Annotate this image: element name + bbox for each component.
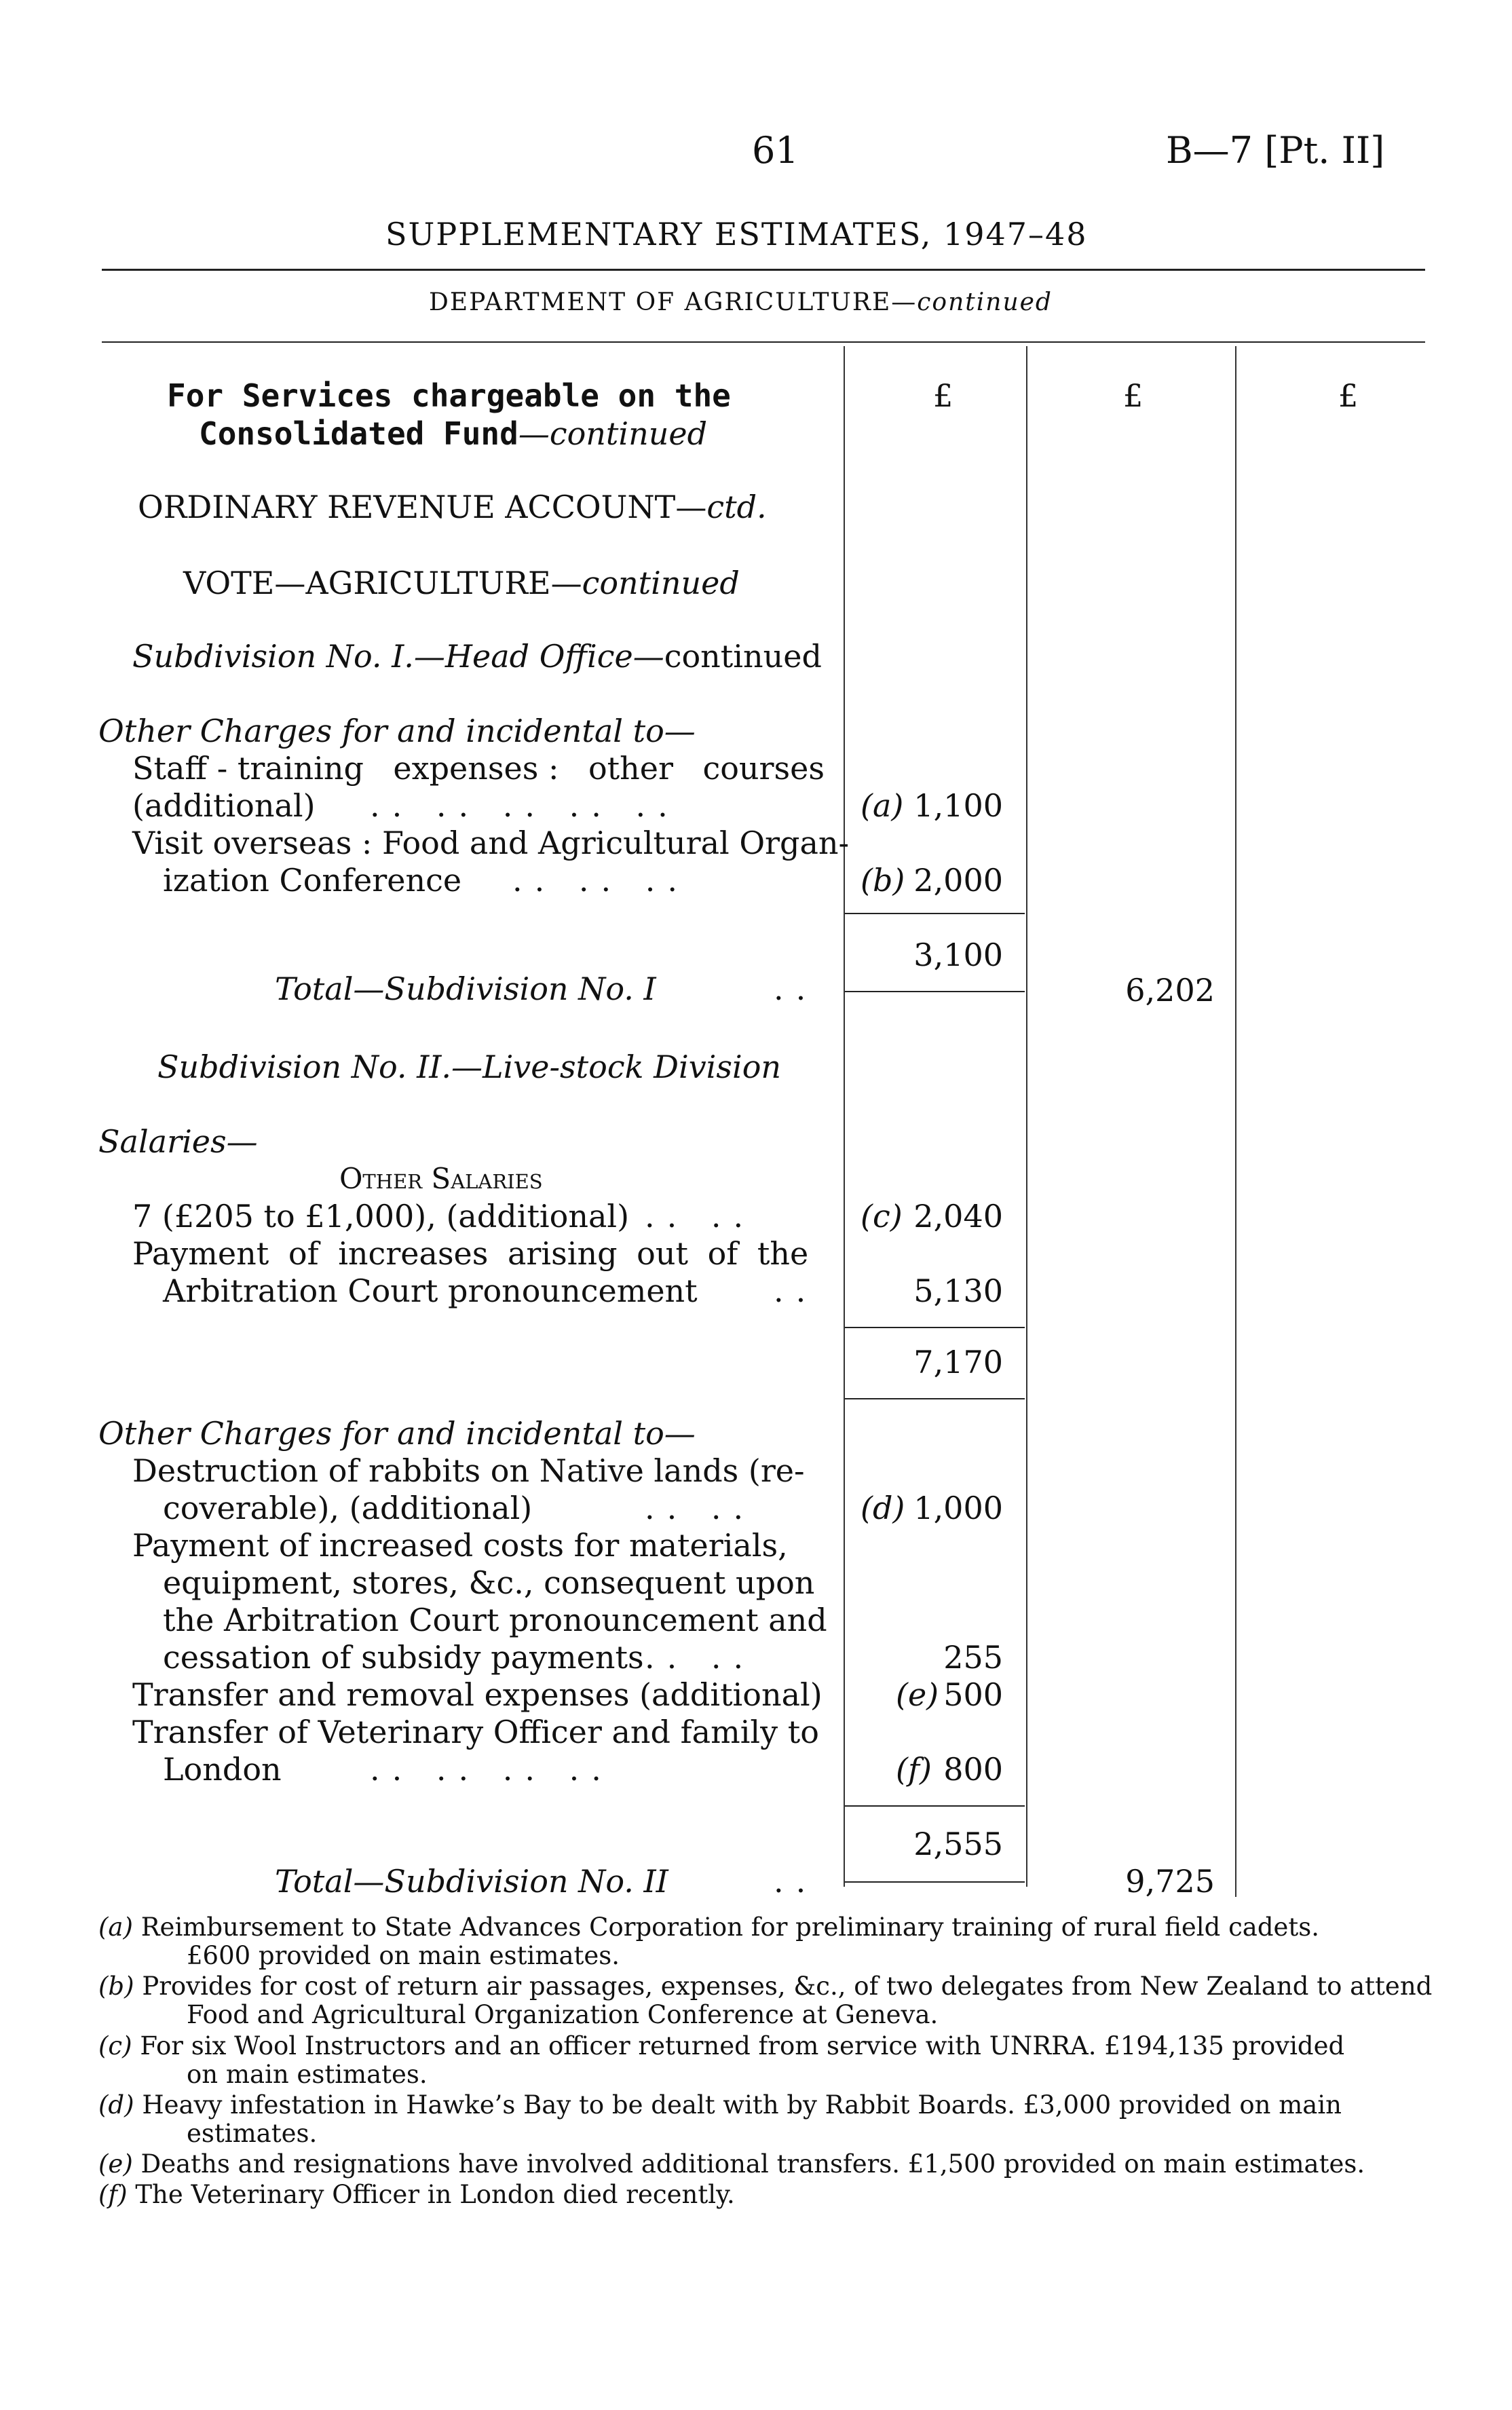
row-staff-training-line2: (additional) (132, 787, 316, 824)
footnote-mark: (b) (98, 1972, 134, 2001)
footnote-c-line2: on main estimates. (187, 2060, 428, 2089)
footnote-b-line2: Food and Agricultural Organization Conference at Geneva. (187, 2000, 939, 2029)
note-b: (b) (861, 862, 905, 899)
salaries-subtotal: 7,170 (913, 1344, 1003, 1380)
other-salaries-heading: Other Salaries (339, 1162, 543, 1195)
footnote-a-line2: £600 provided on main estimates. (187, 1941, 620, 1970)
subtotal-rule (845, 913, 1025, 914)
row-text-part: courses (702, 750, 825, 787)
footnote-text: Deaths and resignations have involved additional transfers. £1,500 provided on main estimates. (140, 2149, 1365, 2179)
account-continued: ctd. (706, 489, 767, 525)
footnote-text: Heavy infestation in Hawke’s Bay to be dealt with by Rabbit Boards. £3,000 provided on main (142, 2090, 1342, 2120)
subtotal-rule (845, 1327, 1025, 1328)
value-other-salaries: 2,040 (913, 1198, 1003, 1235)
subdivision-1-heading (132, 638, 822, 675)
row-rabbits-line1: Destruction of rabbits on Native lands (re- (132, 1452, 805, 1489)
other-charges-heading-2: Other Charges for and incidental to— (98, 1415, 696, 1452)
note-e: (e) (896, 1676, 939, 1713)
salaries-heading: Salaries— (98, 1123, 258, 1160)
total-subdivision-1-label: Total—Subdivision No. I (275, 971, 656, 1007)
department-continued: continued (917, 288, 1053, 316)
page-number: 61 (752, 129, 799, 172)
services-heading-line1: For Services chargeable on the (167, 377, 731, 414)
row-text-part: Staff - training (132, 750, 364, 787)
row-visit-overseas-line1: Visit overseas : Food and Agricultural Organ- (132, 825, 850, 861)
row-payment-increases-line1: Payment of increases arising out of the (132, 1235, 809, 1272)
subtotal-rule (845, 1881, 1025, 1883)
table-top-rule (102, 341, 1425, 343)
column-divider-3 (1235, 346, 1236, 1897)
total-subdivision-2-label: Total—Subdivision No. II (275, 1863, 668, 1900)
row-text-part: expenses : (393, 750, 559, 787)
subtotal-rule (845, 1805, 1025, 1807)
row-veterinary-transfer-line2: London (163, 1751, 282, 1788)
value-payment-increases: 5,130 (913, 1273, 1003, 1309)
leader-dots: .. .. .. .. .. (370, 787, 680, 824)
leader-dots: .. .. (645, 1639, 756, 1676)
department-name: DEPARTMENT OF AGRICULTURE— (429, 288, 918, 316)
leader-dots: .. .. .. (512, 862, 689, 899)
footnote-e (98, 2149, 1365, 2179)
row-visit-overseas-line2: ization Conference (163, 862, 462, 899)
row-text-part: other (588, 750, 673, 787)
footnote-d (98, 2090, 1342, 2120)
vote-name: VOTE—AGRICULTURE— (183, 565, 582, 601)
row-increased-costs-line2: equipment, stores, &c., consequent upon (163, 1564, 815, 1601)
total-subdivision-2-value: 9,725 (1125, 1863, 1215, 1900)
column-divider-2 (1026, 346, 1027, 1887)
row-staff-training-line1 (132, 750, 825, 787)
footnote-c (98, 2031, 1344, 2060)
note-c: (c) (861, 1198, 903, 1235)
footnote-b (98, 1972, 1432, 2001)
page-title: SUPPLEMENTARY ESTIMATES, 1947–48 (385, 216, 1088, 252)
footnote-mark: (c) (98, 2031, 132, 2060)
note-f: (f) (896, 1751, 932, 1788)
leader-dots: .. (774, 1863, 818, 1900)
footnote-text: Reimbursement to State Advances Corporation for preliminary training of rural field cadets. (140, 1913, 1320, 1942)
account-heading (138, 489, 767, 525)
heading-continued: —continued (518, 415, 708, 452)
subtotal-rule (845, 1398, 1025, 1399)
leader-dots: .. .. .. .. (370, 1751, 613, 1788)
subdivision-1-title: Subdivision No. I.—Head Office— (132, 638, 664, 675)
footnote-mark: (a) (98, 1913, 133, 1942)
footnote-mark: (d) (98, 2090, 134, 2120)
subdivision-2-heading: Subdivision No. II.—Live-stock Division (157, 1049, 782, 1085)
row-other-salaries: 7 (£205 to £1,000), (additional) (132, 1198, 630, 1235)
value-increased-costs: 255 (943, 1639, 1003, 1676)
leader-dots: .. (774, 971, 818, 1007)
subdivision-1-subtotal: 3,100 (913, 937, 1003, 973)
subtotal-rule (845, 991, 1025, 992)
services-heading-line2 (199, 415, 707, 452)
note-a: (a) (861, 787, 904, 824)
footnote-text: For six Wool Instructors and an officer returned from service with UNRRA. £194,135 provided (140, 2031, 1345, 2060)
row-increased-costs-line3: the Arbitration Court pronouncement and (163, 1602, 827, 1638)
column-divider-1 (844, 346, 845, 1887)
subdivision-1-continued: continued (664, 638, 822, 675)
row-payment-increases-line2: Arbitration Court pronouncement (163, 1273, 698, 1309)
leader-dots: .. (774, 1273, 818, 1309)
note-d: (d) (861, 1490, 905, 1526)
footnote-mark: (f) (98, 2180, 128, 2209)
row-veterinary-transfer-line1: Transfer of Veterinary Officer and family to (132, 1714, 819, 1750)
document-reference: B—7 [Pt. II] (1166, 129, 1385, 172)
value-transfer-removal: 500 (943, 1676, 1003, 1713)
total-subdivision-1-value: 6,202 (1125, 972, 1215, 1009)
value-rabbits: 1,000 (913, 1490, 1003, 1526)
currency-header-1: £ (933, 377, 953, 414)
other-charges-subtotal: 2,555 (913, 1826, 1003, 1862)
row-transfer-removal: Transfer and removal expenses (additional) (132, 1676, 823, 1713)
row-rabbits-line2: coverable), (additional) (163, 1490, 533, 1526)
footnote-text: Provides for cost of return air passages, expenses, &c., of two delegates from New Zealand to attend (142, 1972, 1433, 2001)
other-charges-heading-1: Other Charges for and incidental to— (98, 713, 696, 749)
value-veterinary-transfer: 800 (943, 1751, 1003, 1788)
leader-dots: .. .. (645, 1198, 756, 1235)
consolidated-fund: Consolidated Fund (199, 415, 518, 452)
title-rule (102, 269, 1425, 271)
footnote-mark: (e) (98, 2149, 133, 2179)
footnote-a (98, 1913, 1319, 1942)
footnote-text: The Veterinary Officer in London died recently. (135, 2180, 735, 2209)
footnote-f (98, 2180, 735, 2209)
currency-header-3: £ (1338, 377, 1359, 414)
account-name: ORDINARY REVENUE ACCOUNT— (138, 489, 707, 525)
currency-header-2: £ (1123, 377, 1144, 414)
value-visit-overseas: 2,000 (913, 862, 1003, 899)
row-increased-costs-line1: Payment of increased costs for materials, (132, 1527, 788, 1564)
value-staff-training: 1,100 (913, 787, 1003, 824)
department-heading (429, 288, 1053, 316)
row-increased-costs-line4: cessation of subsidy payments (163, 1639, 644, 1676)
leader-dots: .. .. (645, 1490, 756, 1526)
vote-continued: continued (582, 565, 740, 601)
vote-heading (183, 565, 740, 601)
footnote-d-line2: estimates. (187, 2119, 318, 2148)
